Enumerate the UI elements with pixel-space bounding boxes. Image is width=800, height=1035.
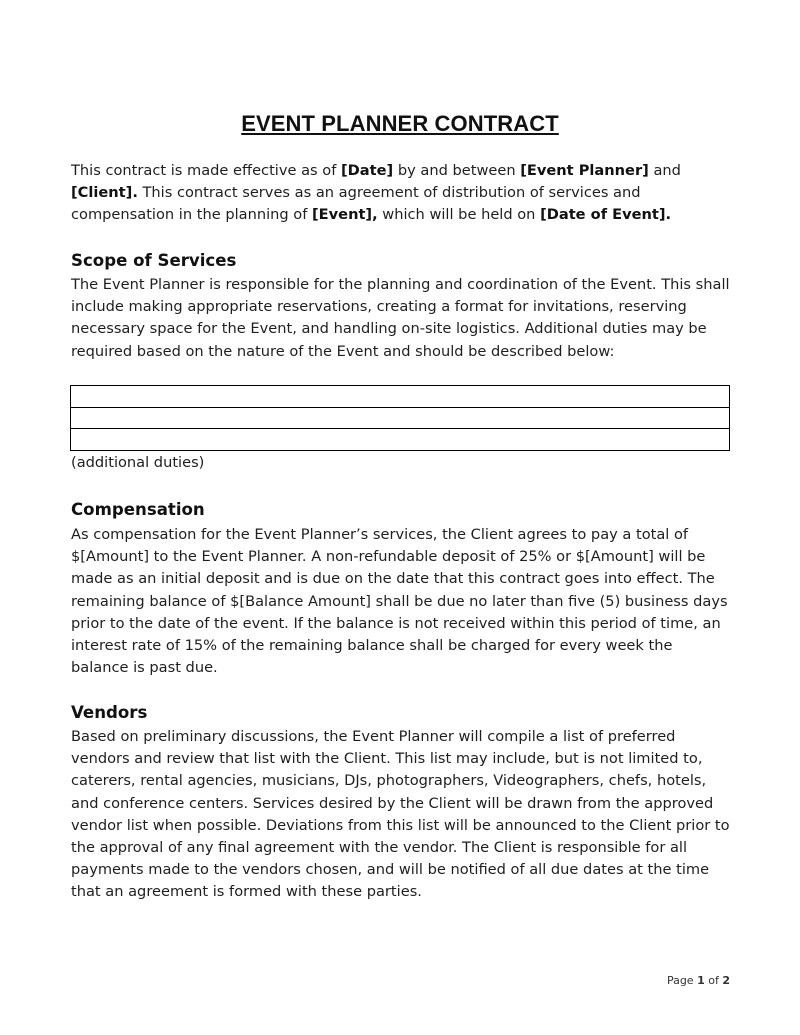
intro-text-2: by and between bbox=[393, 162, 521, 179]
compensation-paragraph: As compensation for the Event Planner’s services, the Client agrees to pay a total of $[Amount] to the Event Planner. A non-refundable deposit of 25% or $[Amount] will be made as an initial deposit and is due on the date that this contract goes into effect. The remaining balance of $[Balance Amount] shall be due no later than five (5) business days prior to the date of the event. If the balance is not received within this period of time, an interest rate of 15% of the remaining balance shall be charged for every week the balance is past due. bbox=[71, 526, 728, 677]
scope-paragraph: The Event Planner is responsible for the planning and coordination of the Event. This shall include making appropriate reservations, creating a format for invitations, reserving necessary space for the Event, and handling on-site logistics. Additional duties may be required based on the nature of the Event and should be described below: bbox=[71, 276, 730, 360]
date-placeholder: [Date] bbox=[341, 162, 394, 179]
client-placeholder: [Client]. bbox=[71, 184, 138, 202]
intro-text-1: This contract is made effective as of bbox=[71, 162, 342, 179]
total-pages: 2 bbox=[722, 974, 730, 987]
event-planner-placeholder: [Event Planner] bbox=[520, 162, 649, 179]
duty-cell[interactable] bbox=[71, 386, 730, 408]
duty-cell[interactable] bbox=[71, 407, 730, 429]
event-date-placeholder: [Date of Event]. bbox=[540, 206, 672, 224]
duty-row bbox=[71, 429, 730, 451]
page-number bbox=[667, 974, 730, 987]
event-placeholder: [Event], bbox=[312, 206, 378, 224]
duty-row bbox=[71, 407, 730, 429]
duty-cell[interactable] bbox=[71, 429, 730, 451]
intro-text-4: This contract serves as an agreement of distribution of services and compensation in the planning of bbox=[71, 184, 641, 224]
duty-row bbox=[71, 386, 730, 408]
scope-heading: Scope of Services bbox=[71, 251, 237, 270]
additional-duties-caption: (additional duties) bbox=[71, 454, 205, 471]
page-label: Page bbox=[666, 974, 698, 987]
intro-paragraph bbox=[71, 160, 731, 227]
document-title: EVENT PLANNER CONTRACT bbox=[241, 110, 559, 136]
compensation-heading: Compensation bbox=[71, 500, 205, 519]
additional-duties-table bbox=[70, 385, 730, 451]
of-label: of bbox=[704, 974, 723, 987]
intro-text-3: and bbox=[648, 162, 681, 179]
current-page: 1 bbox=[697, 974, 705, 987]
vendors-paragraph: Based on preliminary discussions, the Event Planner will compile a list of preferred vendors and review that list with the Client. This list may include, but is not limited to, caterers, rental agencies, musicians, DJs, photographers, Videographers, chefs, hotels, and conference centers. Services desired by the Client will be drawn from the approved vendor list when possible. Deviations from this list will be announced to the Client prior to the approval of any final agreement with the vendor. The Client is responsible for all payments made to the vendors chosen, and will be notified of all due dates at the time that an agreement is formed with these parties. bbox=[71, 728, 730, 901]
intro-text-5: which will be held on bbox=[377, 206, 541, 224]
vendors-heading: Vendors bbox=[71, 703, 148, 722]
